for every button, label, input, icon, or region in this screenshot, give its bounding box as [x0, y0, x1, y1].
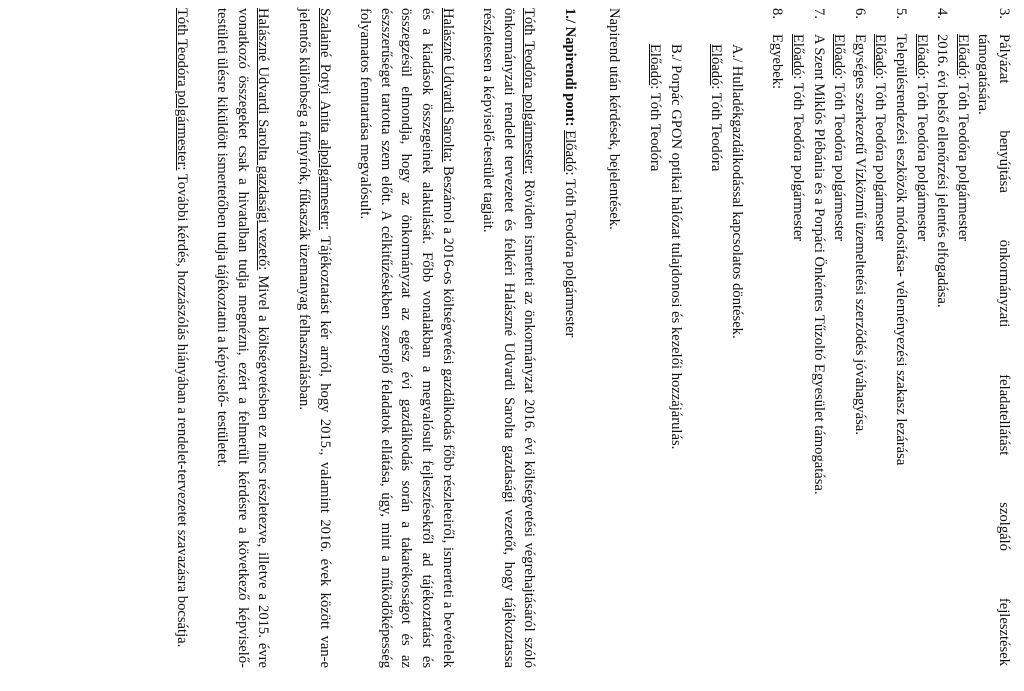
speech-text: Röviden ismerteti az önkormányzat 2016. évi költségvetési végrehajtásáról szóló önkormányzati rendelet tervezetet és felkéri Halászné Udvardi Sarolta gazdasági vezetőt, hogy tájékoztassa részletesen a képviselő-testület tagjait.: [480, 8, 538, 668]
agenda-number: 7.: [810, 8, 827, 19]
agenda-subitem-b: [645, 44, 686, 668]
presenter-line: [911, 34, 932, 308]
presenter-name: : Tóth Teodóra polgármester: [954, 75, 971, 242]
agenda-number: 6.: [851, 8, 868, 19]
presenter-label: Előadó: [872, 34, 889, 76]
presenter-line: [870, 34, 891, 465]
agenda-number: 5.: [893, 8, 910, 19]
presenter-name: : Tóth Teodóra polgármester: [831, 75, 848, 242]
speaker-name: Szalainé Potyi Anita alpolgármester:: [316, 8, 333, 231]
presenter-label: Előadó: [831, 34, 848, 76]
minutes-paragraph: [212, 8, 274, 668]
subitem-text: A./ Hulladékgazdálkodással kapcsolatos döntések.: [728, 44, 745, 339]
document-page: [171, 8, 1014, 668]
presenter-name: : Tóth Teodóra polgármester: [872, 75, 889, 242]
presenter-name: : Tóth Teodóra polgármester: [790, 75, 807, 242]
section-heading: [559, 8, 580, 668]
speech-text: Beszámol a 2016-os költségvetési gazdálkodás főbb részleteiről, ismerteti a bevételek és a kiadások összegeinek alakulását. Főbb vonalakban a megvalósult fejlesztésekről ad tájékoztatást és összegzésül elmondja, hogy az önkormányzat az egész évi gazdálkodás során a takarékosságot és az észszerűséget tartotta szem előtt. A célkitűzésekben szereplő feladatok ellátása, úgy, mint a működőképesség folyamatos fenntartása megvalósult.: [357, 8, 456, 668]
presenter-label: Előadó: [954, 34, 971, 76]
agenda-item-4: [911, 8, 952, 668]
presenter-name: : Tóth Teodóra: [708, 85, 725, 172]
presenter-name: : Tóth Teodóra polgármester: [913, 75, 930, 242]
presenter-line: [645, 44, 666, 668]
agenda-number: 8.: [769, 8, 786, 19]
presenter-label: Előadó: [647, 44, 664, 86]
presenter-label: Előadó: [913, 34, 930, 76]
agenda-item-6: [829, 8, 870, 668]
speaker-name: Halászné Udvardi Sarolta gazdasági vezető:: [255, 8, 272, 271]
agenda-text: Pályázat benyújtása önkormányzati feladatellátást szolgáló fejlesztések: [996, 34, 1012, 666]
speaker-name: Tóth Teodóra polgármester:: [173, 8, 190, 171]
presenter-label: Előadó: [561, 130, 578, 172]
agenda-item-8: [767, 8, 788, 668]
subitem-text: B./ Porpác GPON optikai hálózat tulajdonosi és kezelői hozzájárulás.: [667, 44, 684, 450]
agenda-text: 2016. évi belső ellenőrzési jelentés elfogadása.: [934, 34, 951, 308]
speech-text: További kérdés, hozzászólás hiányában a rendelet-tervezetet szavazásra bocsátja.: [173, 170, 190, 648]
agenda-text: Egységes szerkezetű Vízközmű üzemeltetési szerződés jóváhagyása.: [851, 34, 868, 435]
agenda-text: Egyebek:: [769, 34, 786, 90]
agenda-number: 3.: [996, 8, 1012, 19]
minutes-paragraph: [171, 8, 192, 668]
agenda-number: 4.: [934, 8, 951, 19]
presenter-line: [829, 34, 850, 435]
presenter-name: : Tóth Teodóra: [647, 85, 664, 172]
minutes-paragraph: [478, 8, 540, 668]
agenda-text: A Szent Miklós Plébánia és a Porpáci Önkéntes Tűzoltó Egyesület támogatása.: [810, 34, 827, 495]
presenter-label: Előadó: [790, 34, 807, 76]
minutes-paragraph: [355, 8, 458, 668]
presenter-line: [706, 44, 727, 668]
agenda-item-3: [952, 8, 1014, 668]
agenda-closing-note: Napirend után kérdések, bejelentések.: [606, 8, 623, 230]
agenda-text: támogatására.: [975, 34, 992, 115]
speaker-name: Tóth Teodóra polgármester:: [521, 8, 538, 175]
section-heading-title: 1./ Napirendi pont:: [561, 8, 578, 131]
speech-text: Mivel a költségvetésben ez nincs részletezve, illetve a 2015. évre vonatkozó összegeket csak a hivatalban tudja megnézni, ezért a felmerült kérdésre a következő képviselő-testületi ülésre kiküldött ismertetőben tudja tájékoztatni a képviselő- testületet.: [214, 8, 272, 668]
presenter-line: [787, 34, 808, 495]
agenda-subitem-a: [706, 44, 747, 668]
minutes-paragraph: [293, 8, 334, 668]
presenter-name: : Tóth Teodóra polgármester: [561, 171, 578, 338]
presenter-line: [952, 34, 973, 666]
presenter-label: Előadó: [708, 44, 725, 86]
agenda-text: Településrendezési eszközök módosítása- véleményezési szakasz lezárása: [893, 34, 910, 466]
agenda-item-7: [787, 8, 828, 668]
speech-text: Tájékoztatást kér arról, hogy 2015., valamint 2016. évek között van-e jelentős különbség a fűnyírók, fűkaszák üzemanyag felhasználásban.: [295, 8, 333, 668]
agenda-item-5: [870, 8, 911, 668]
speaker-name: Halászné Udvardi Sarolta:: [439, 8, 456, 163]
